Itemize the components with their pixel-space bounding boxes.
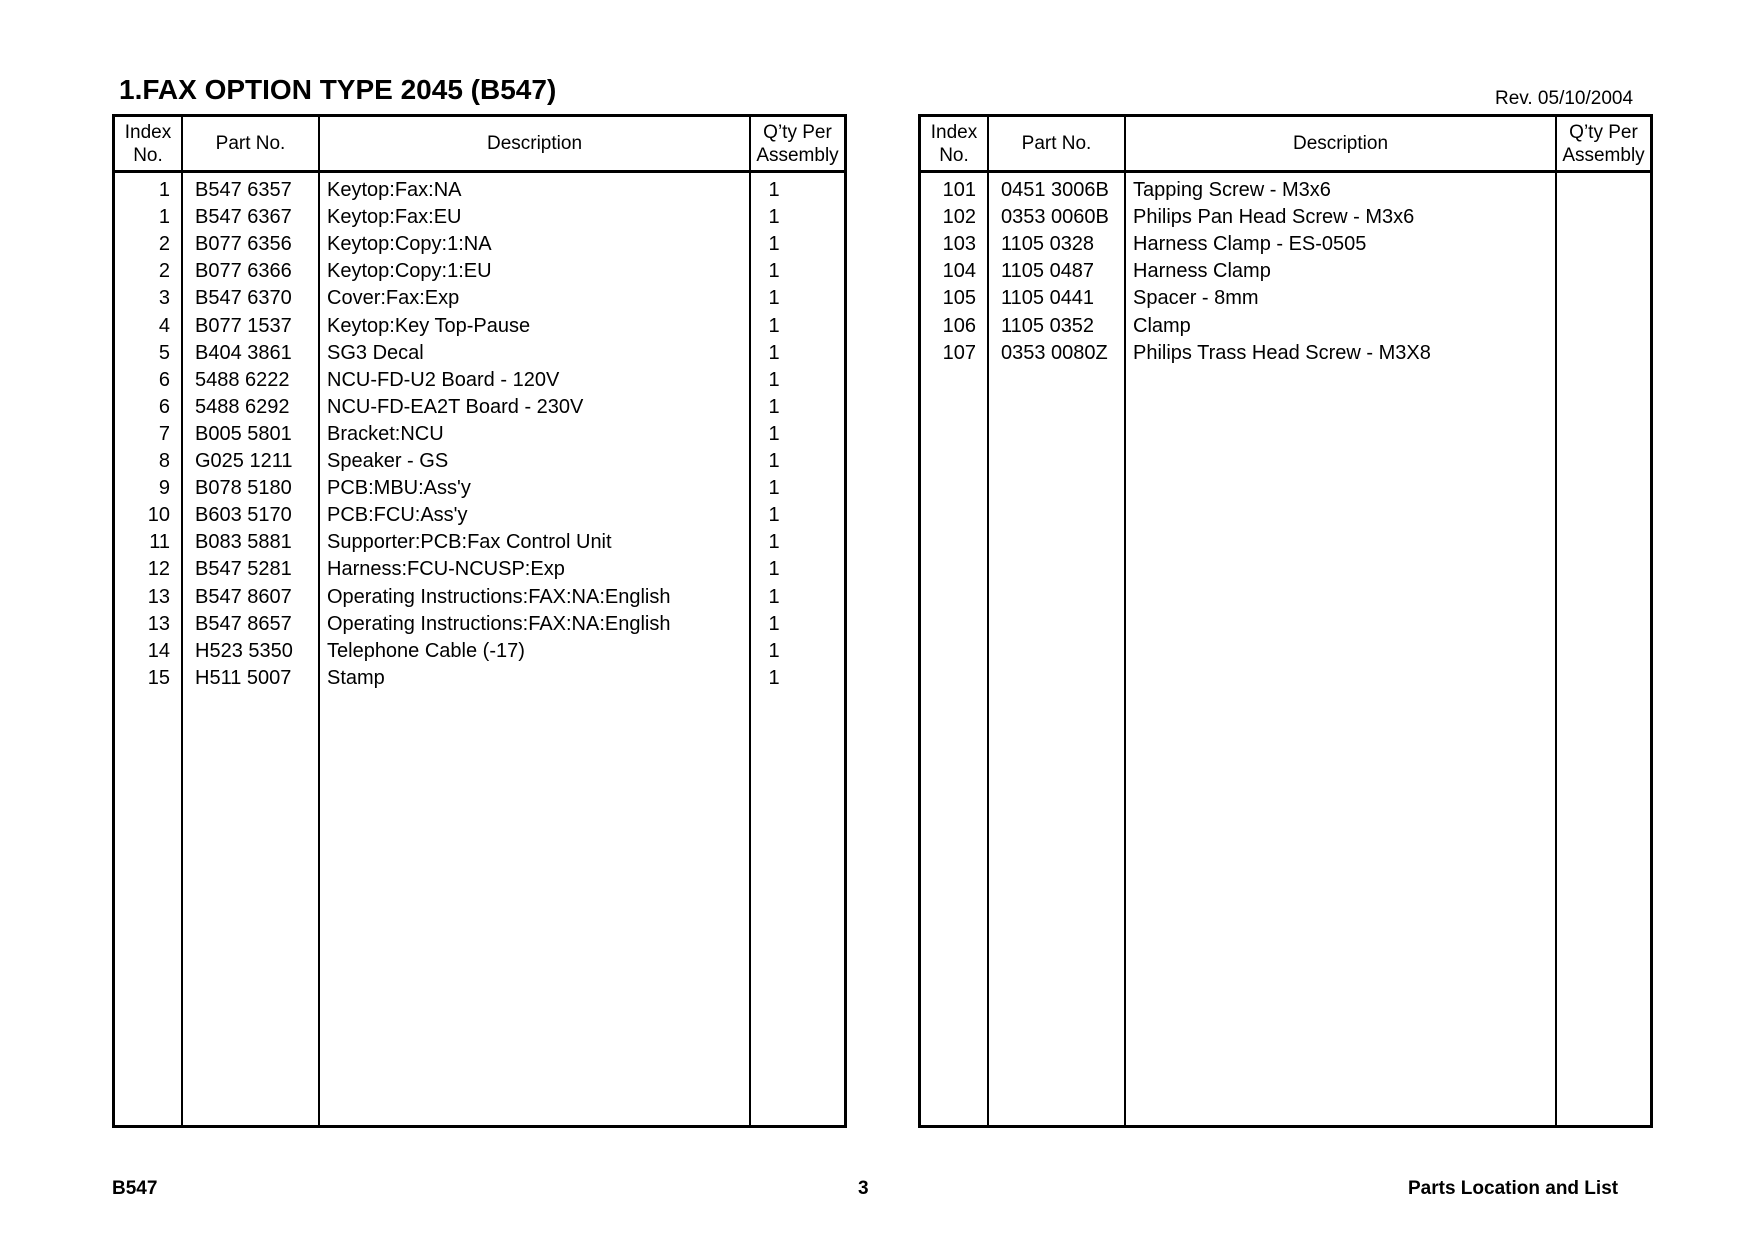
table-row xyxy=(921,177,1650,204)
part-number-cell: 1105 0487 xyxy=(1001,260,1095,283)
quantity-cell: 1 xyxy=(768,612,780,635)
part-number-cell: B077 6356 xyxy=(195,233,292,256)
table-row xyxy=(115,340,844,367)
description-cell: NCU-FD-EA2T Board - 230V xyxy=(327,395,584,418)
index-cell: 104 xyxy=(942,260,976,283)
description-cell: PCB:MBU:Ass'y xyxy=(327,477,471,500)
part-number-cell: B547 8657 xyxy=(195,612,292,635)
table-row xyxy=(115,556,844,583)
index-cell: 2 xyxy=(158,233,170,256)
description-cell: SG3 Decal xyxy=(327,341,424,364)
footer-page-number: 3 xyxy=(858,1178,869,1199)
part-number-cell: B603 5170 xyxy=(195,504,292,527)
index-cell: 107 xyxy=(942,341,976,364)
header-qty-line2: Assembly xyxy=(756,144,839,166)
header-index xyxy=(921,117,987,170)
table-row xyxy=(921,313,1650,340)
description-cell: PCB:FCU:Ass'y xyxy=(327,504,468,527)
description-cell: Operating Instructions:FAX:NA:English xyxy=(327,612,671,635)
header-qty-line1: Q’ty Per xyxy=(763,121,832,143)
table-row xyxy=(115,204,844,231)
quantity-cell: 1 xyxy=(768,206,780,229)
part-number-cell: B404 3861 xyxy=(195,341,292,364)
table-row xyxy=(115,529,844,556)
index-cell: 15 xyxy=(147,666,170,689)
index-cell: 13 xyxy=(147,585,170,608)
index-cell: 105 xyxy=(942,287,976,310)
table-row xyxy=(115,584,844,611)
header-divider xyxy=(921,170,1650,173)
table-row xyxy=(115,421,844,448)
description-cell: Keytop:Copy:1:NA xyxy=(327,233,492,256)
quantity-cell: 1 xyxy=(768,558,780,581)
index-cell: 1 xyxy=(158,206,170,229)
description-cell: Keytop:Key Top-Pause xyxy=(327,314,531,337)
part-number-cell: G025 1211 xyxy=(195,450,293,472)
description-cell: NCU-FD-U2 Board - 120V xyxy=(327,368,560,391)
quantity-cell: 1 xyxy=(768,531,780,554)
table-row xyxy=(115,285,844,312)
header-qty-line2: Assembly xyxy=(1562,144,1645,166)
description-cell: Clamp xyxy=(1133,314,1191,337)
header-qty-line1: Q’ty Per xyxy=(1569,121,1638,143)
index-cell: 3 xyxy=(158,287,170,310)
table-row xyxy=(921,204,1650,231)
header-index xyxy=(115,117,181,170)
quantity-cell: 1 xyxy=(768,341,780,364)
table-row xyxy=(921,258,1650,285)
part-number-cell: 1105 0352 xyxy=(1001,314,1095,337)
index-cell: 5 xyxy=(158,341,170,364)
part-number-cell: B005 5801 xyxy=(195,422,292,445)
quantity-cell: 1 xyxy=(768,368,780,391)
part-number-cell: 5488 6222 xyxy=(195,368,290,391)
quantity-cell: 1 xyxy=(768,422,780,445)
part-number-cell: 0353 0080Z xyxy=(1001,341,1108,364)
footer-model: B547 xyxy=(112,1178,158,1199)
description-cell: Keytop:Copy:1:EU xyxy=(327,260,492,283)
description-cell: Keytop:Fax:EU xyxy=(327,206,462,229)
description-cell: Harness:FCU-NCUSP:Exp xyxy=(327,558,565,581)
index-cell: 9 xyxy=(158,477,170,500)
part-number-cell: H523 5350 xyxy=(195,639,293,662)
description-cell: Speaker - GS xyxy=(327,450,449,472)
index-cell: 2 xyxy=(158,260,170,283)
part-number-cell: 5488 6292 xyxy=(195,395,290,418)
part-number-cell: 0451 3006B xyxy=(1001,179,1109,201)
table-row xyxy=(115,502,844,529)
revision-date: Rev. 05/10/2004 xyxy=(1495,88,1634,109)
index-cell: 8 xyxy=(158,450,170,472)
table-row xyxy=(921,285,1650,312)
index-cell: 103 xyxy=(942,233,976,256)
part-number-cell: B547 6370 xyxy=(195,287,292,310)
index-cell: 6 xyxy=(158,395,170,418)
quantity-cell: 1 xyxy=(768,450,780,472)
description-cell: Operating Instructions:FAX:NA:English xyxy=(327,585,671,608)
description-cell: Harness Clamp xyxy=(1133,260,1271,283)
part-number-cell: B083 5881 xyxy=(195,531,292,554)
index-cell: 101 xyxy=(942,179,976,201)
description-cell: Philips Trass Head Screw - M3X8 xyxy=(1133,341,1431,364)
index-cell: 4 xyxy=(158,314,170,337)
quantity-cell: 1 xyxy=(768,314,780,337)
quantity-cell: 1 xyxy=(768,395,780,418)
table-row xyxy=(115,231,844,258)
part-number-cell: B078 5180 xyxy=(195,477,292,500)
description-cell: Tapping Screw - M3x6 xyxy=(1133,179,1331,201)
table-row xyxy=(115,448,844,475)
parts-table-right xyxy=(918,114,1653,1128)
table-row xyxy=(115,611,844,638)
description-cell: Stamp xyxy=(327,666,385,689)
quantity-cell: 1 xyxy=(768,233,780,256)
table-row xyxy=(921,231,1650,258)
table-row xyxy=(115,367,844,394)
index-cell: 12 xyxy=(147,558,170,581)
header-qty xyxy=(751,117,844,170)
header-description: Description xyxy=(1292,133,1389,154)
header-part-no: Part No. xyxy=(215,133,286,154)
table-row xyxy=(115,177,844,204)
header-part-no: Part No. xyxy=(1021,133,1092,154)
parts-table-left xyxy=(112,114,847,1128)
table-row xyxy=(115,638,844,665)
quantity-cell: 1 xyxy=(768,260,780,283)
footer-section: Parts Location and List xyxy=(1408,1178,1619,1199)
index-cell: 10 xyxy=(147,504,170,527)
quantity-cell: 1 xyxy=(768,666,780,689)
part-number-cell: 1105 0441 xyxy=(1001,287,1095,310)
part-number-cell: B547 6367 xyxy=(195,206,292,229)
quantity-cell: 1 xyxy=(768,477,780,500)
quantity-cell: 1 xyxy=(768,504,780,527)
table-row xyxy=(115,475,844,502)
part-number-cell: B547 8607 xyxy=(195,585,292,608)
part-number-cell: H511 5007 xyxy=(195,666,292,689)
part-number-cell: B547 6357 xyxy=(195,179,292,201)
description-cell: Cover:Fax:Exp xyxy=(327,287,460,310)
index-cell: 6 xyxy=(158,368,170,391)
part-number-cell: 1105 0328 xyxy=(1001,233,1095,256)
table-row xyxy=(115,258,844,285)
quantity-cell: 1 xyxy=(768,639,780,662)
description-cell: Philips Pan Head Screw - M3x6 xyxy=(1133,206,1415,229)
quantity-cell: 1 xyxy=(768,585,780,608)
index-cell: 106 xyxy=(942,314,976,337)
header-index-line1: Index xyxy=(124,121,172,143)
header-index-line2: No. xyxy=(133,144,163,166)
quantity-cell: 1 xyxy=(768,179,780,201)
part-number-cell: B077 6366 xyxy=(195,260,292,283)
index-cell: 7 xyxy=(158,422,170,445)
description-cell: Bracket:NCU xyxy=(327,422,444,445)
index-cell: 14 xyxy=(147,639,170,662)
index-cell: 1 xyxy=(158,179,170,201)
table-row xyxy=(115,665,844,692)
table-row xyxy=(115,313,844,340)
description-cell: Keytop:Fax:NA xyxy=(327,179,462,201)
part-number-cell: 0353 0060B xyxy=(1001,206,1109,229)
description-cell: Spacer - 8mm xyxy=(1133,287,1259,310)
index-cell: 102 xyxy=(942,206,976,229)
header-qty xyxy=(1557,117,1650,170)
quantity-cell: 1 xyxy=(768,287,780,310)
header-index-line1: Index xyxy=(930,121,978,143)
index-cell: 13 xyxy=(147,612,170,635)
header-description: Description xyxy=(486,133,583,154)
description-cell: Telephone Cable (-17) xyxy=(327,639,525,662)
part-number-cell: B547 5281 xyxy=(195,558,292,581)
table-row xyxy=(921,340,1650,367)
description-cell: Supporter:PCB:Fax Control Unit xyxy=(327,531,612,554)
description-cell: Harness Clamp - ES-0505 xyxy=(1133,233,1367,256)
part-number-cell: B077 1537 xyxy=(195,314,292,337)
header-divider xyxy=(115,170,844,173)
index-cell: 11 xyxy=(149,531,170,554)
page-title: 1.FAX OPTION TYPE 2045 (B547) xyxy=(119,74,557,105)
table-row xyxy=(115,394,844,421)
header-index-line2: No. xyxy=(939,144,969,166)
